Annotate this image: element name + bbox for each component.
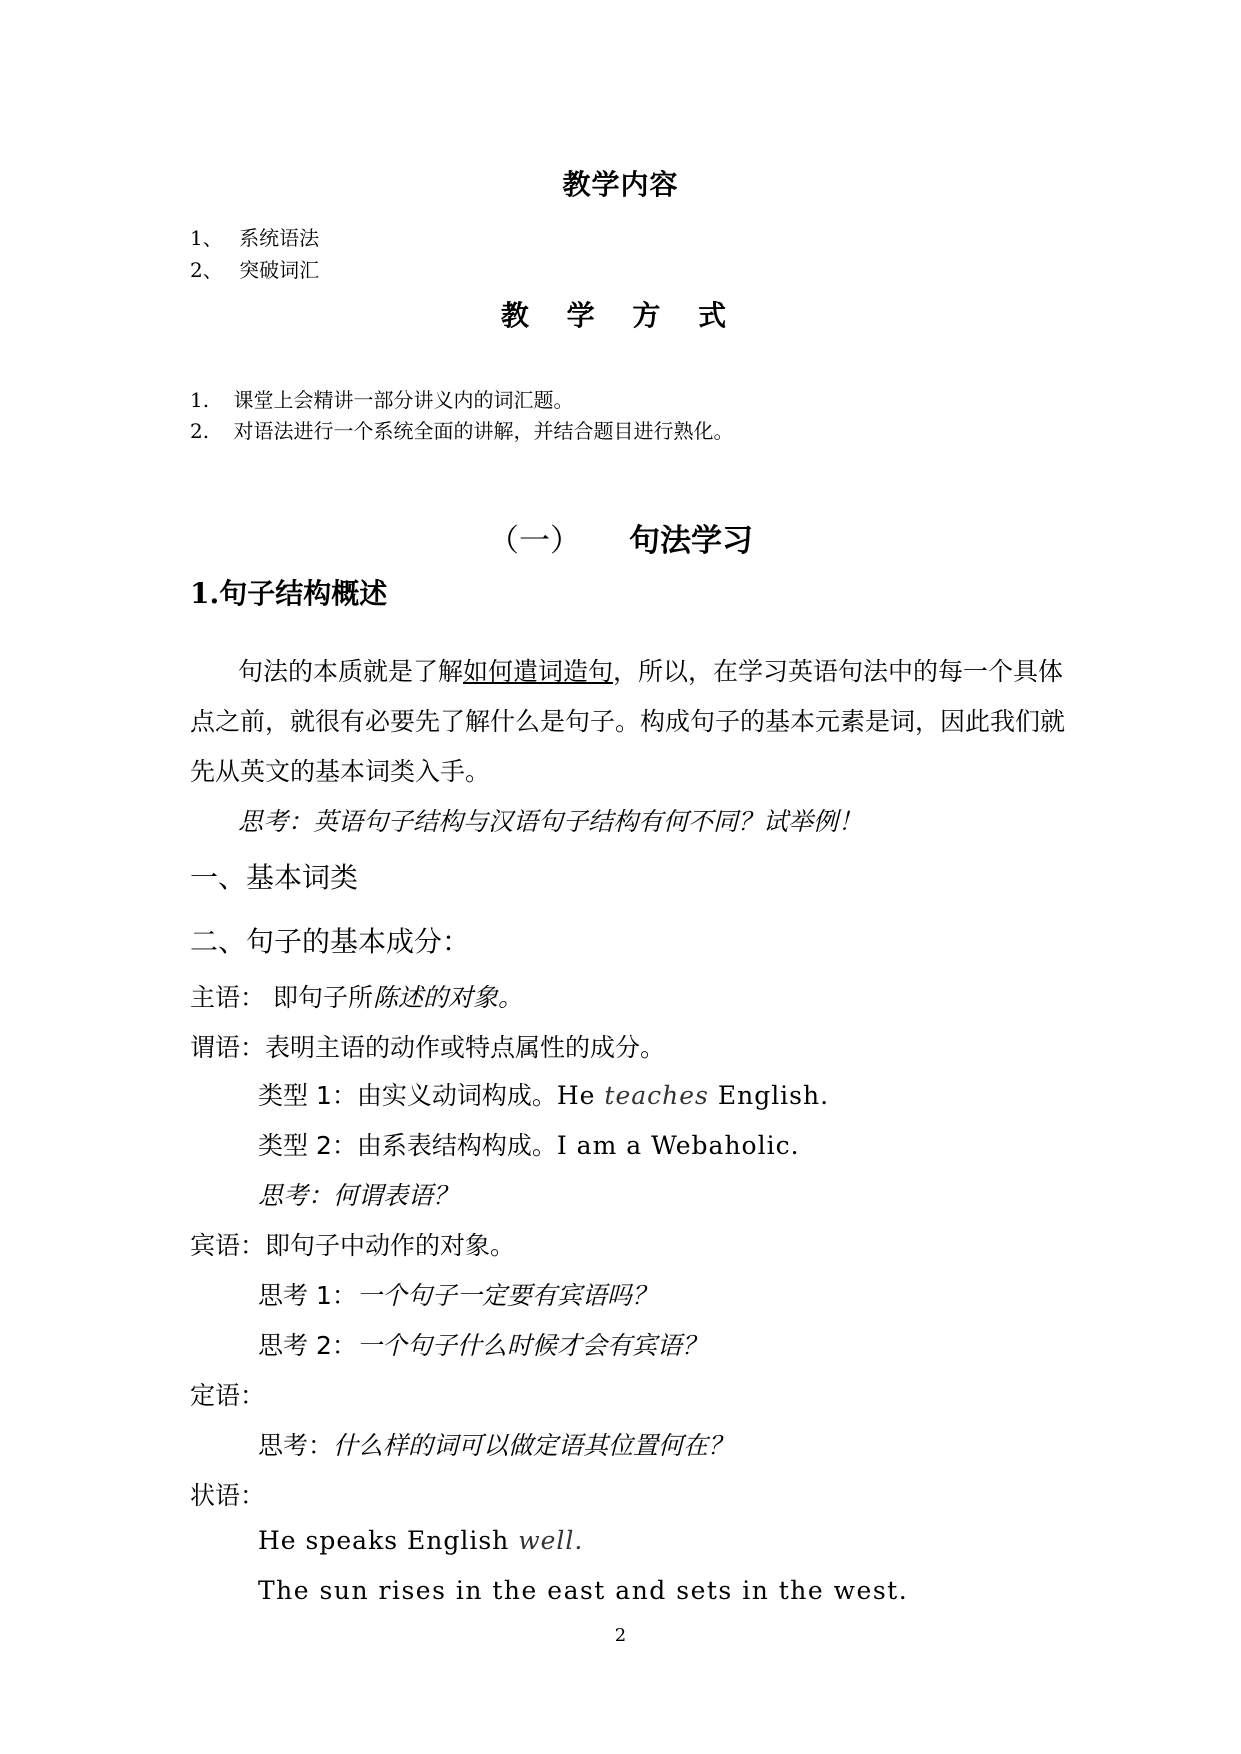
type-label: 类型 2：由系表结构构成。 (258, 1131, 557, 1160)
subject-text: 即句子所 (273, 983, 374, 1012)
think-label: 思考 2： (258, 1331, 357, 1360)
predicate-type-2 (258, 1126, 800, 1162)
attribute-label: 定语： (190, 1381, 266, 1410)
example-italic-text: well. (518, 1526, 584, 1555)
teaching-method-item-2 (190, 415, 733, 444)
think-text: 一个句子一定要有宾语吗？ (356, 1281, 657, 1310)
example-text: I am a Webaholic. (556, 1131, 800, 1160)
list-text: 课堂上会精讲一部分讲义内的词汇题。 (233, 388, 574, 412)
adverbial-example-1 (258, 1526, 583, 1555)
section-number: （一） (488, 523, 581, 559)
subsection-title: 1.句子结构概述 (190, 577, 388, 610)
heading-basic-word-classes: 一、基本词类 (190, 861, 359, 894)
example-italic-text: teaches (604, 1081, 709, 1110)
predicate-text: 表明主语的动作或特点属性的成分。 (265, 1033, 666, 1062)
list-text: 突破词汇 (239, 258, 320, 282)
list-number: 1、 (190, 226, 223, 250)
list-number: 1. (190, 388, 210, 412)
heading-sentence-components: 二、句子的基本成分： (190, 925, 471, 958)
teaching-content-item-1 (190, 222, 319, 251)
list-text: 对语法进行一个系统全面的讲解，并结合题目进行熟化。 (233, 419, 734, 443)
think-label: 思考： (258, 1431, 334, 1460)
adverbial-label: 状语： (190, 1481, 266, 1510)
intro-underlined-text: 如何遣词造句 (463, 657, 614, 686)
list-number: 2、 (190, 258, 223, 282)
list-number: 2. (190, 419, 210, 443)
think-text: 什么样的词可以做定语其位置何在？ (333, 1431, 734, 1460)
example-text: He speaks English (258, 1526, 519, 1555)
predicate-label: 谓语： (190, 1033, 266, 1062)
think-text: 一个句子什么时候才会有宾语？ (356, 1331, 707, 1360)
predicate-line (190, 1028, 665, 1064)
list-text: 系统语法 (239, 226, 320, 250)
intro-line-2: 点之前，就很有必要先了解什么是句子。构成句子的基本元素是词，因此我们就 (190, 707, 1066, 736)
object-think-1 (258, 1276, 657, 1312)
intro-text: 句法的本质就是了解 (238, 657, 464, 686)
intro-think: 思考：英语句子结构与汉语句子结构有何不同？试举例！ (238, 807, 864, 836)
teaching-method-item-1 (190, 384, 573, 413)
object-line (190, 1226, 515, 1262)
predicate-type-1 (258, 1076, 829, 1112)
teaching-method-title: 教 学 方 式 (500, 299, 741, 332)
predicate-think: 思考：何谓表语？ (258, 1181, 459, 1210)
think-label: 思考 1： (258, 1281, 357, 1310)
adverbial-example-2: The sun rises in the east and sets in the west. (258, 1576, 909, 1605)
object-text: 即句子中动作的对象。 (265, 1231, 516, 1260)
object-label: 宾语： (190, 1231, 266, 1260)
example-text: He (556, 1081, 605, 1110)
teaching-content-title: 教学内容 (562, 168, 679, 201)
teaching-content-item-2 (190, 254, 319, 283)
subject-line (190, 978, 523, 1014)
intro-line-1 (238, 652, 1063, 688)
section-title (0, 515, 1241, 560)
attribute-think (258, 1426, 733, 1462)
intro-line-3: 先从英文的基本词类入手。 (190, 757, 491, 786)
section-title-text: 句法学习 (629, 523, 753, 559)
type-label: 类型 1：由实义动词构成。 (258, 1081, 557, 1110)
subject-italic-text: 陈述的对象。 (373, 983, 524, 1012)
object-think-2 (258, 1326, 707, 1362)
intro-text: ，所以，在学习英语句法中的每一个具体 (613, 657, 1064, 686)
page-number: 2 (614, 1625, 627, 1646)
example-text: English. (708, 1081, 830, 1110)
subject-label: 主语： (190, 983, 266, 1012)
